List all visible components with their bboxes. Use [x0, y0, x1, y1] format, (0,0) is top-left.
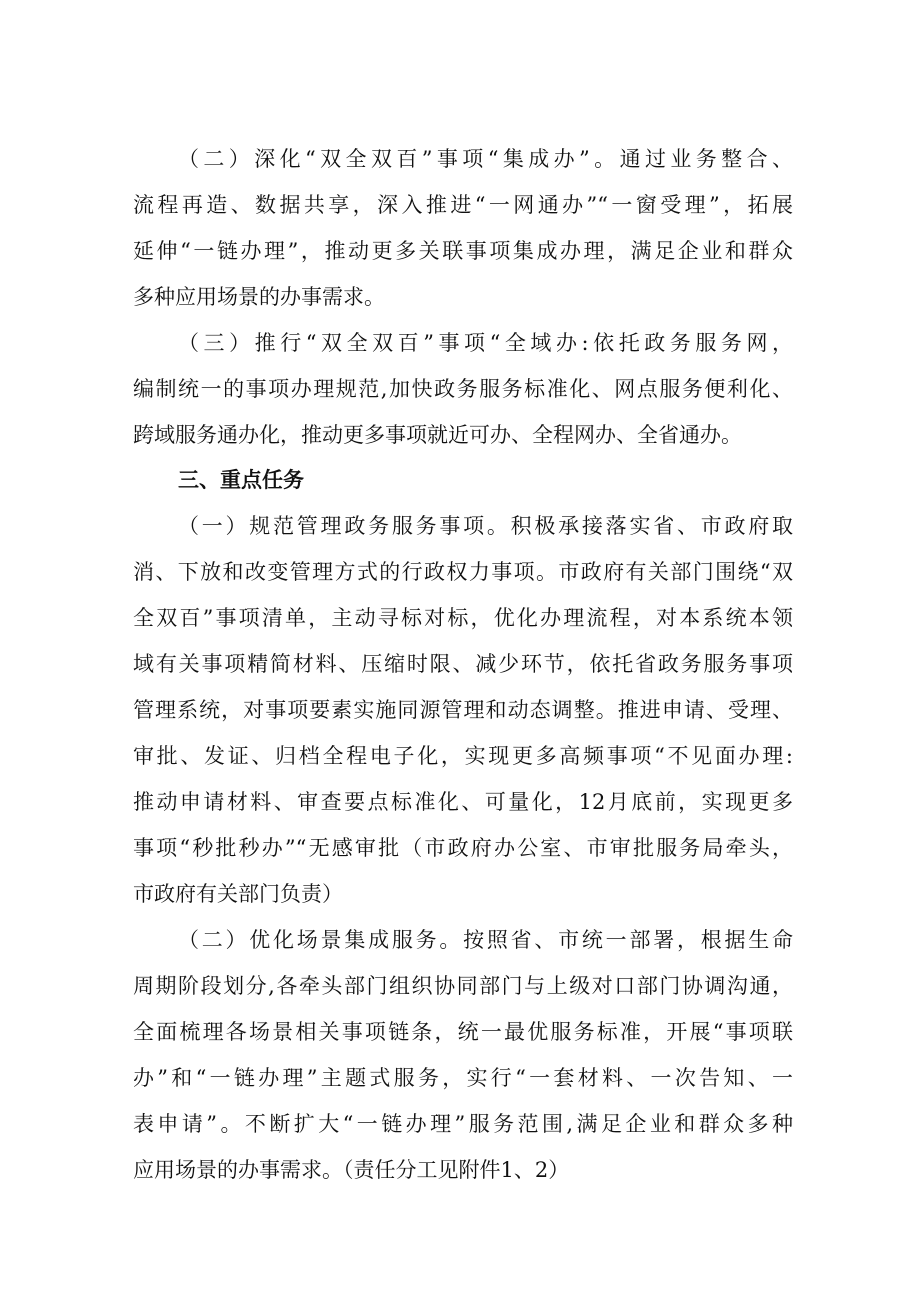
paragraph-line: 表申请”。不断扩大“一链办理”服务范围,满足企业和群众多种 — [133, 1112, 793, 1136]
paragraph-line: （二）深化“双全双百”事项“集成办”。通过业务整合、 — [178, 147, 793, 171]
paragraph-line: 延伸“一链办理”，推动更多关联事项集成办理，满足企业和群众 — [133, 239, 793, 263]
paragraph-line: （一）规范管理政务服务事项。积极承接落实省、市政府取 — [178, 514, 793, 538]
paragraph-line: 域有关事项精简材料、压缩时限、减少环节，依托省政务服务事项 — [133, 652, 793, 676]
paragraph-line: 全双百”事项清单，主动寻标对标，优化办理流程，对本系统本领 — [133, 606, 793, 630]
paragraph-line: 审批、发证、归档全程电子化，实现更多高频事项“不见面办理: — [133, 744, 793, 768]
paragraph-line: 消、下放和改变管理方式的行政权力事项。市政府有关部门围绕“双 — [133, 560, 793, 584]
paragraph-line: 办”和“一链办理”主题式服务，实行“一套材料、一次告知、一 — [133, 1066, 793, 1090]
paragraph-line: 推动申请材料、审查要点标准化、可量化，12月底前，实现更多 — [133, 790, 793, 814]
section-heading: 三、重点任务 — [178, 468, 304, 492]
paragraph-line: 跨域服务通办化，推动更多事项就近可办、全程网办、全省通办。 — [133, 423, 742, 447]
paragraph-line: 全面梳理各场景相关事项链条，统一最优服务标准，开展“事项联 — [133, 1020, 793, 1044]
paragraph-line: 编制统一的事项办理规范,加快政务服务标准化、网点服务便利化、 — [133, 377, 793, 401]
paragraph-line: 事项“秒批秒办”“无感审批（市政府办公室、市审批服务局牵头， — [133, 836, 793, 860]
paragraph-line: （二）优化场景集成服务。按照省、市统一部署，根据生命 — [178, 928, 793, 952]
paragraph-line: 市政府有关部门负责） — [133, 882, 343, 906]
paragraph-line: 多种应用场景的办事需求。 — [133, 285, 385, 309]
paragraph-line: 管理系统，对事项要素实施同源管理和动态调整。推进申请、受理、 — [133, 698, 793, 722]
paragraph-line: （三）推行“双全双百”事项“全域办:依托政务服务网， — [178, 331, 793, 355]
paragraph-line: 应用场景的办事需求。（责任分工见附件1、2） — [133, 1158, 570, 1182]
paragraph-line: 流程再造、数据共享，深入推进“一网通办”“一窗受理”，拓展 — [133, 193, 793, 217]
paragraph-line: 周期阶段划分,各牵头部门组织协同部门与上级对口部门协调沟通， — [133, 974, 793, 998]
